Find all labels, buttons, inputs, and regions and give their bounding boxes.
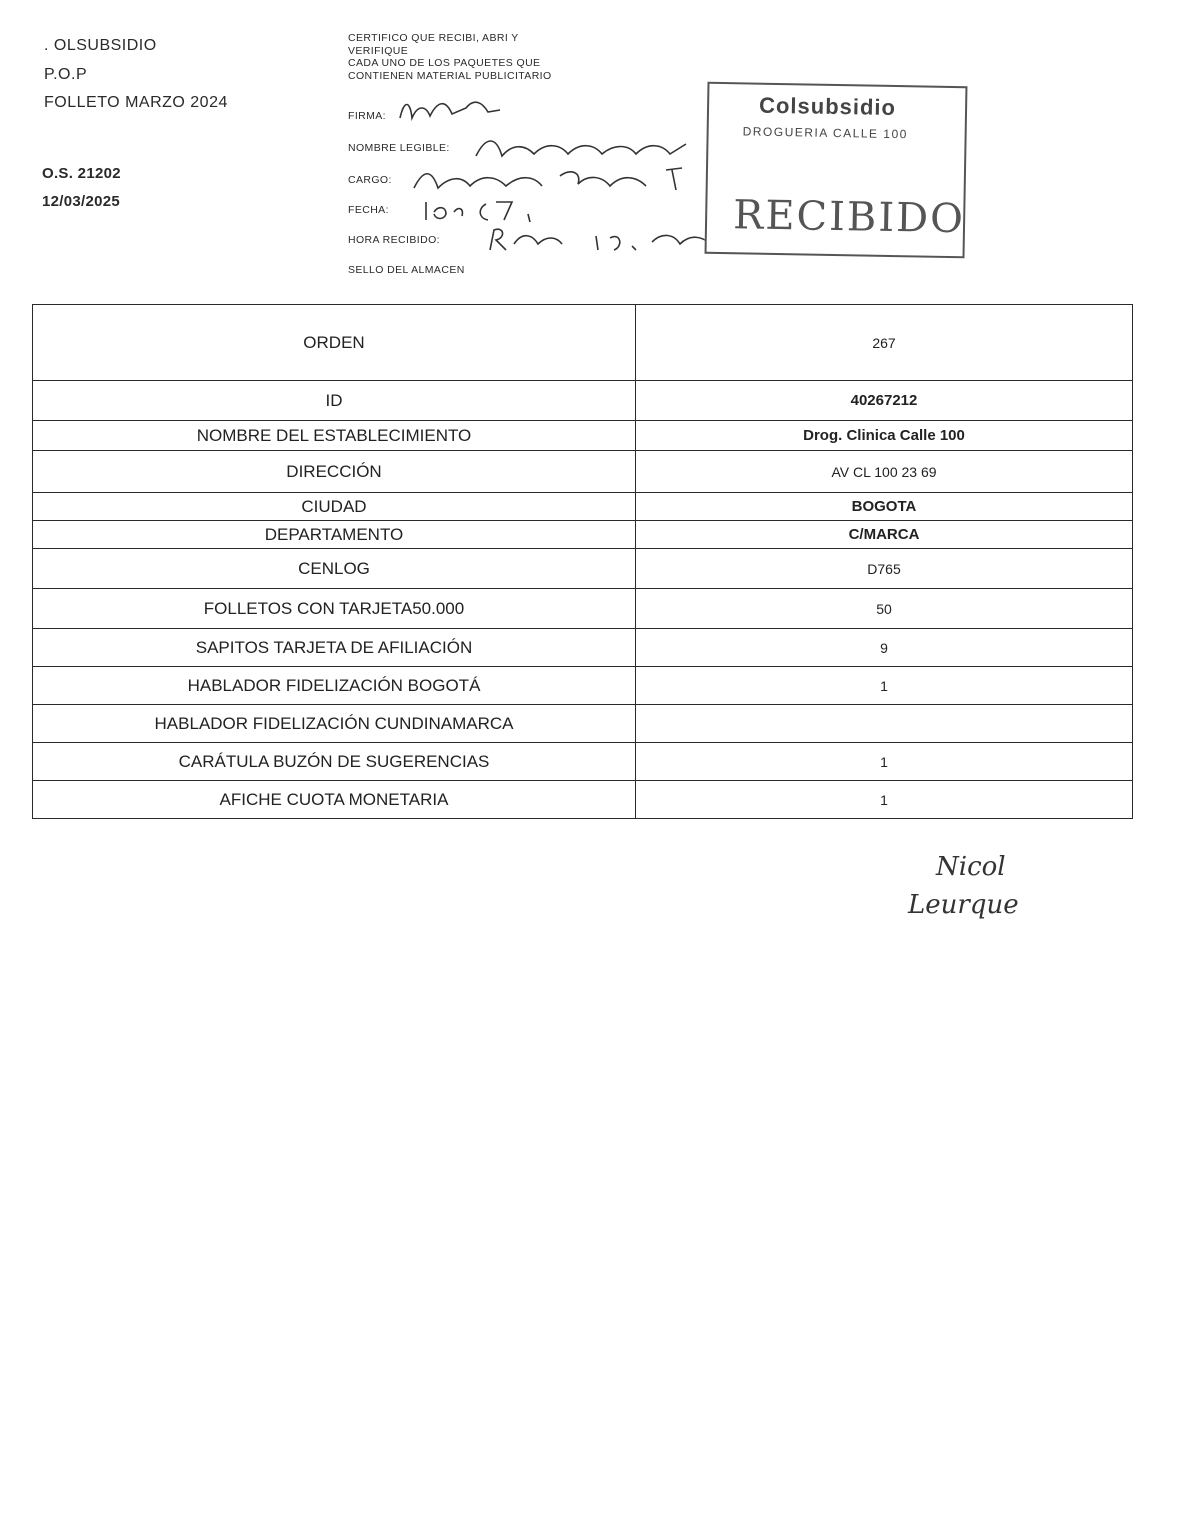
row-label: HABLADOR FIDELIZACIÓN BOGOTÁ <box>33 667 636 705</box>
note-line: Nicol <box>936 852 1006 882</box>
table-row <box>33 705 1133 743</box>
table-row <box>33 381 1133 421</box>
row-value: 50 <box>636 589 1133 629</box>
row-value: 267 <box>636 305 1133 381</box>
table-row <box>33 521 1133 549</box>
row-value: Drog. Clinica Calle 100 <box>636 421 1133 451</box>
order-date: 12/03/2025 <box>42 193 121 210</box>
table-row <box>33 421 1133 451</box>
row-value: 40267212 <box>636 381 1133 421</box>
table-row <box>33 743 1133 781</box>
certification-text <box>348 32 618 82</box>
table-row <box>33 305 1133 381</box>
row-label: AFICHE CUOTA MONETARIA <box>33 781 636 819</box>
row-value: 1 <box>636 781 1133 819</box>
cert-line: CONTIENEN MATERIAL PUBLICITARIO <box>348 69 552 82</box>
table-row <box>33 781 1133 819</box>
table-row <box>33 549 1133 589</box>
hora-label: HORA RECIBIDO: <box>348 234 440 246</box>
table-row <box>33 493 1133 521</box>
handwritten-cargo <box>410 162 700 196</box>
table-row <box>33 667 1133 705</box>
row-label: ID <box>33 381 636 421</box>
received-stamp <box>705 82 968 259</box>
row-value: D765 <box>636 549 1133 589</box>
folleto-title: FOLLETO MARZO 2024 <box>44 94 228 111</box>
row-value: 9 <box>636 629 1133 667</box>
table-row <box>33 589 1133 629</box>
table-row <box>33 629 1133 667</box>
handwritten-note <box>908 848 1068 924</box>
os-number: O.S. 21202 <box>42 165 121 182</box>
cert-line: VERIFIQUE <box>348 44 409 57</box>
cert-line: CERTIFICO QUE RECIBI, ABRI Y <box>348 32 519 44</box>
signature-scribble <box>396 94 506 124</box>
table-row <box>33 451 1133 493</box>
row-label: CENLOG <box>33 549 636 589</box>
stamp-status: RECIBIDO <box>732 192 966 243</box>
nombre-label: NOMBRE LEGIBLE: <box>348 142 450 154</box>
sello-label: SELLO DEL ALMACEN <box>348 264 465 276</box>
row-value: AV CL 100 23 69 <box>636 451 1133 493</box>
note-line: Leurque <box>908 890 1019 920</box>
row-label: SAPITOS TARJETA DE AFILIACIÓN <box>33 629 636 667</box>
row-label: CARÁTULA BUZÓN DE SUGERENCIAS <box>33 743 636 781</box>
row-label: DIRECCIÓN <box>33 451 636 493</box>
row-value <box>636 705 1133 743</box>
firma-label: FIRMA: <box>348 110 386 122</box>
header-block <box>44 32 324 118</box>
row-label: NOMBRE DEL ESTABLECIMIENTO <box>33 421 636 451</box>
row-label: FOLLETOS CON TARJETA50.000 <box>33 589 636 629</box>
order-table <box>32 304 1133 819</box>
row-value: 1 <box>636 667 1133 705</box>
row-value: BOGOTA <box>636 493 1133 521</box>
row-label: DEPARTAMENTO <box>33 521 636 549</box>
pop-label: P.O.P <box>44 65 88 83</box>
order-info <box>42 160 121 216</box>
cargo-label: CARGO: <box>348 174 392 186</box>
row-label: ORDEN <box>33 305 636 381</box>
fecha-label: FECHA: <box>348 204 389 216</box>
company-name: . OLSUBSIDIO <box>44 37 157 54</box>
row-label: CIUDAD <box>33 493 636 521</box>
row-value: 1 <box>636 743 1133 781</box>
stamp-brand: Colsubsidio <box>758 92 897 121</box>
row-value: C/MARCA <box>636 521 1133 549</box>
handwritten-name <box>472 130 692 164</box>
cert-line: CADA UNO DE LOS PAQUETES QUE <box>348 57 541 69</box>
stamp-location: DROGUERIA CALLE 100 <box>742 124 908 142</box>
row-label: HABLADOR FIDELIZACIÓN CUNDINAMARCA <box>33 705 636 743</box>
